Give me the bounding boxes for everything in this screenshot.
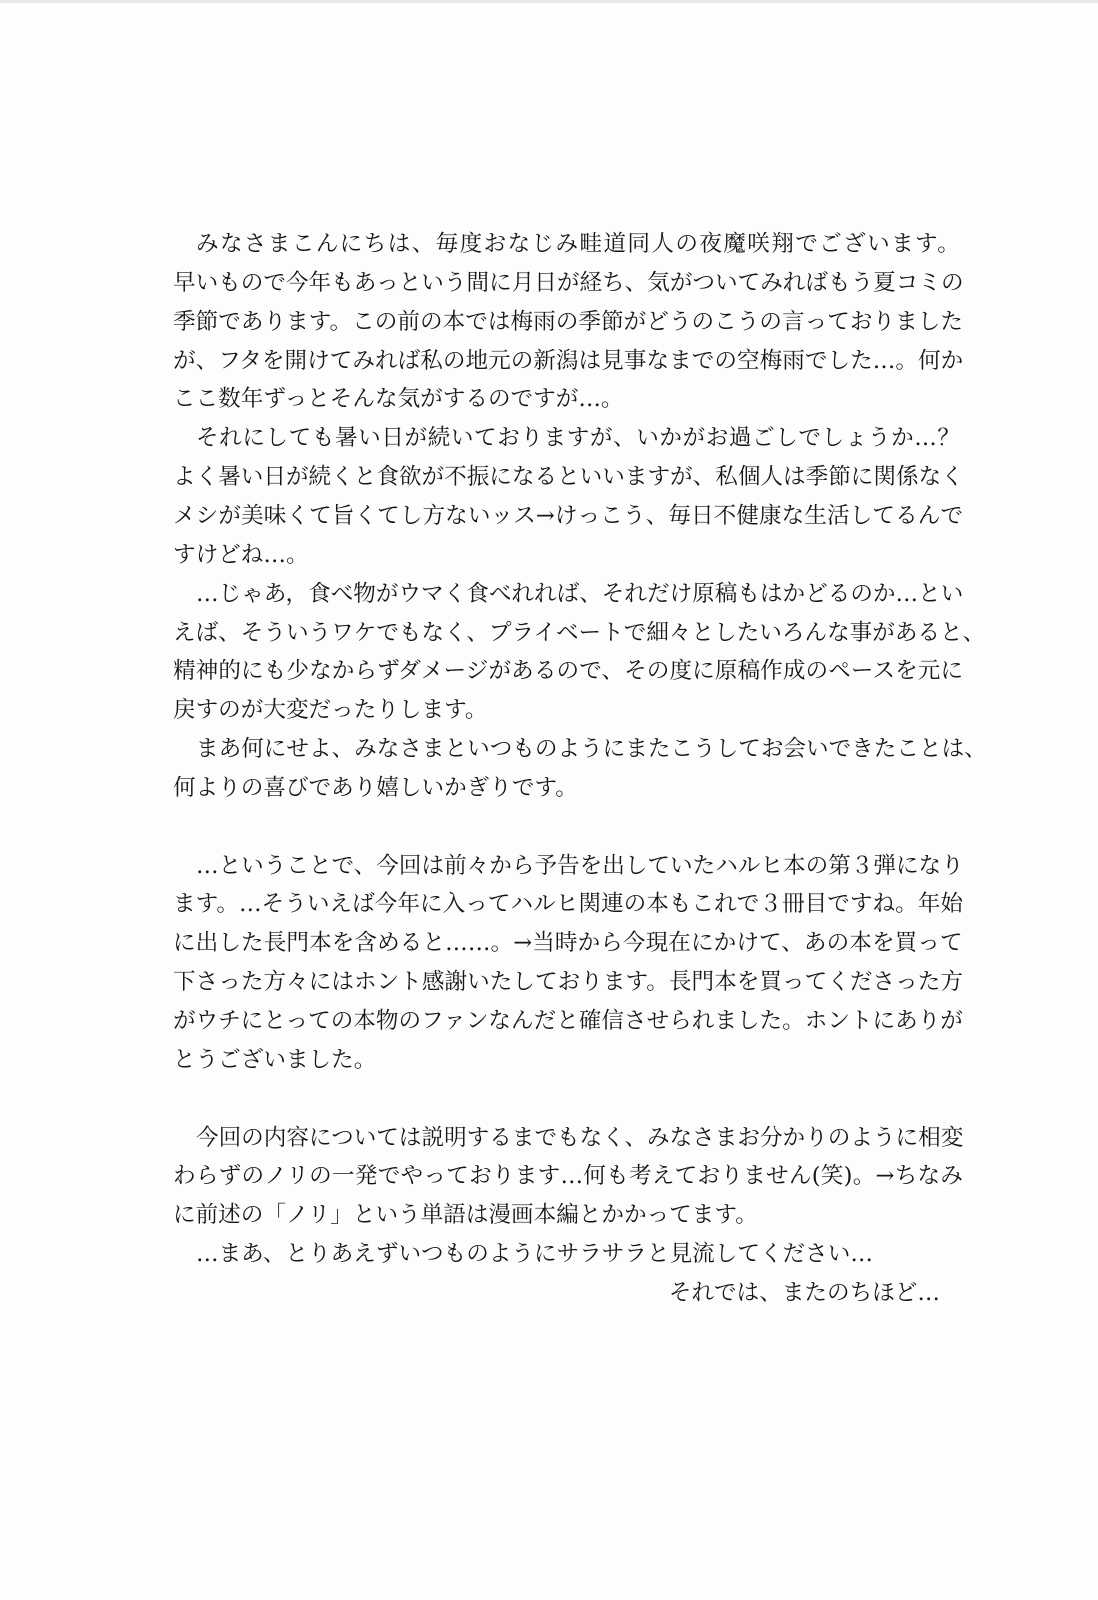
text-line: よく暑い日が続くと食欲が不振になるといいますが、私個人は季節に関係なく	[173, 464, 964, 491]
text-line: すけどね…。	[173, 541, 309, 568]
text-line: それにしても暑い日が続いておりますが、いかがお過ごしでしょうか…？	[196, 425, 961, 452]
text-line: が、フタを開けてみれば私の地元の新潟は見事なまでの空梅雨でした…。何か	[173, 347, 964, 374]
closing-line: それでは、またのちほど…	[668, 1279, 940, 1306]
scan-edge	[0, 0, 1098, 3]
text-line: ここ数年ずっとそんな気がするのですが…。	[173, 386, 624, 413]
text-line: とうございました。	[173, 1046, 377, 1073]
text-line: メシが美味くて旨くてし方ないッス→けっこう、毎日不健康な生活してるんで	[173, 502, 964, 529]
text-line: …じゃあ，食べ物がウマく食べれれば、それだけ原稿もはかどるのか…とい	[196, 580, 964, 607]
text-line: 今回の内容については説明するまでもなく、みなさまお分かりのように相変	[196, 1124, 964, 1151]
text-line: に出した長門本を含めると……。→当時から今現在にかけて、あの本を買って	[173, 930, 963, 957]
text-line: 何よりの喜びであり嬉しいかぎりです。	[173, 774, 578, 801]
text-line: …まあ、とりあえずいつものようにサラサラと見流してください…	[196, 1241, 873, 1268]
text-line: 早いもので今年もあっという間に月日が経ち、気がついてみればもう夏コミの	[173, 269, 964, 296]
text-line: 季節であります。この前の本では梅雨の季節がどうのこうの言っておりました	[173, 308, 963, 335]
text-line: わらずのノリの一発でやっております…何も考えておりません(笑)。→ちなみ	[173, 1163, 964, 1190]
text-line: 下さった方々にはホント感謝いたしております。長門本を買ってくださった方	[173, 969, 963, 996]
text-line: まあ何にせよ、みなさまといつものようにまたこうしてお会いできたことは、	[196, 736, 987, 763]
text-line: えば、そういうワケでもなく、プライベートで細々としたいろんな事があると、	[173, 619, 986, 646]
text-line: に前述の「ノリ」という単語は漫画本編とかかってます。	[173, 1202, 758, 1229]
text-line: がウチにとっての本物のファンなんだと確信させられました。ホントにありが	[173, 1008, 963, 1034]
text-line: みなさまこんにちは、毎度おなじみ畦道同人の夜魔咲翔でございます。	[196, 231, 962, 257]
text-line: 精神的にも少なからずダメージがあるので、その度に原稿作成のペースを元に	[173, 658, 964, 685]
text-line: 戻すのが大変だったりします。	[173, 697, 488, 724]
text-line: …ということで、今回は前々から予告を出していたハルヒ本の第３弾になり	[196, 852, 964, 879]
text-line: ます。…そういえば今年に入ってハルヒ関連の本もこれで３冊目ですね。年始	[173, 891, 963, 918]
